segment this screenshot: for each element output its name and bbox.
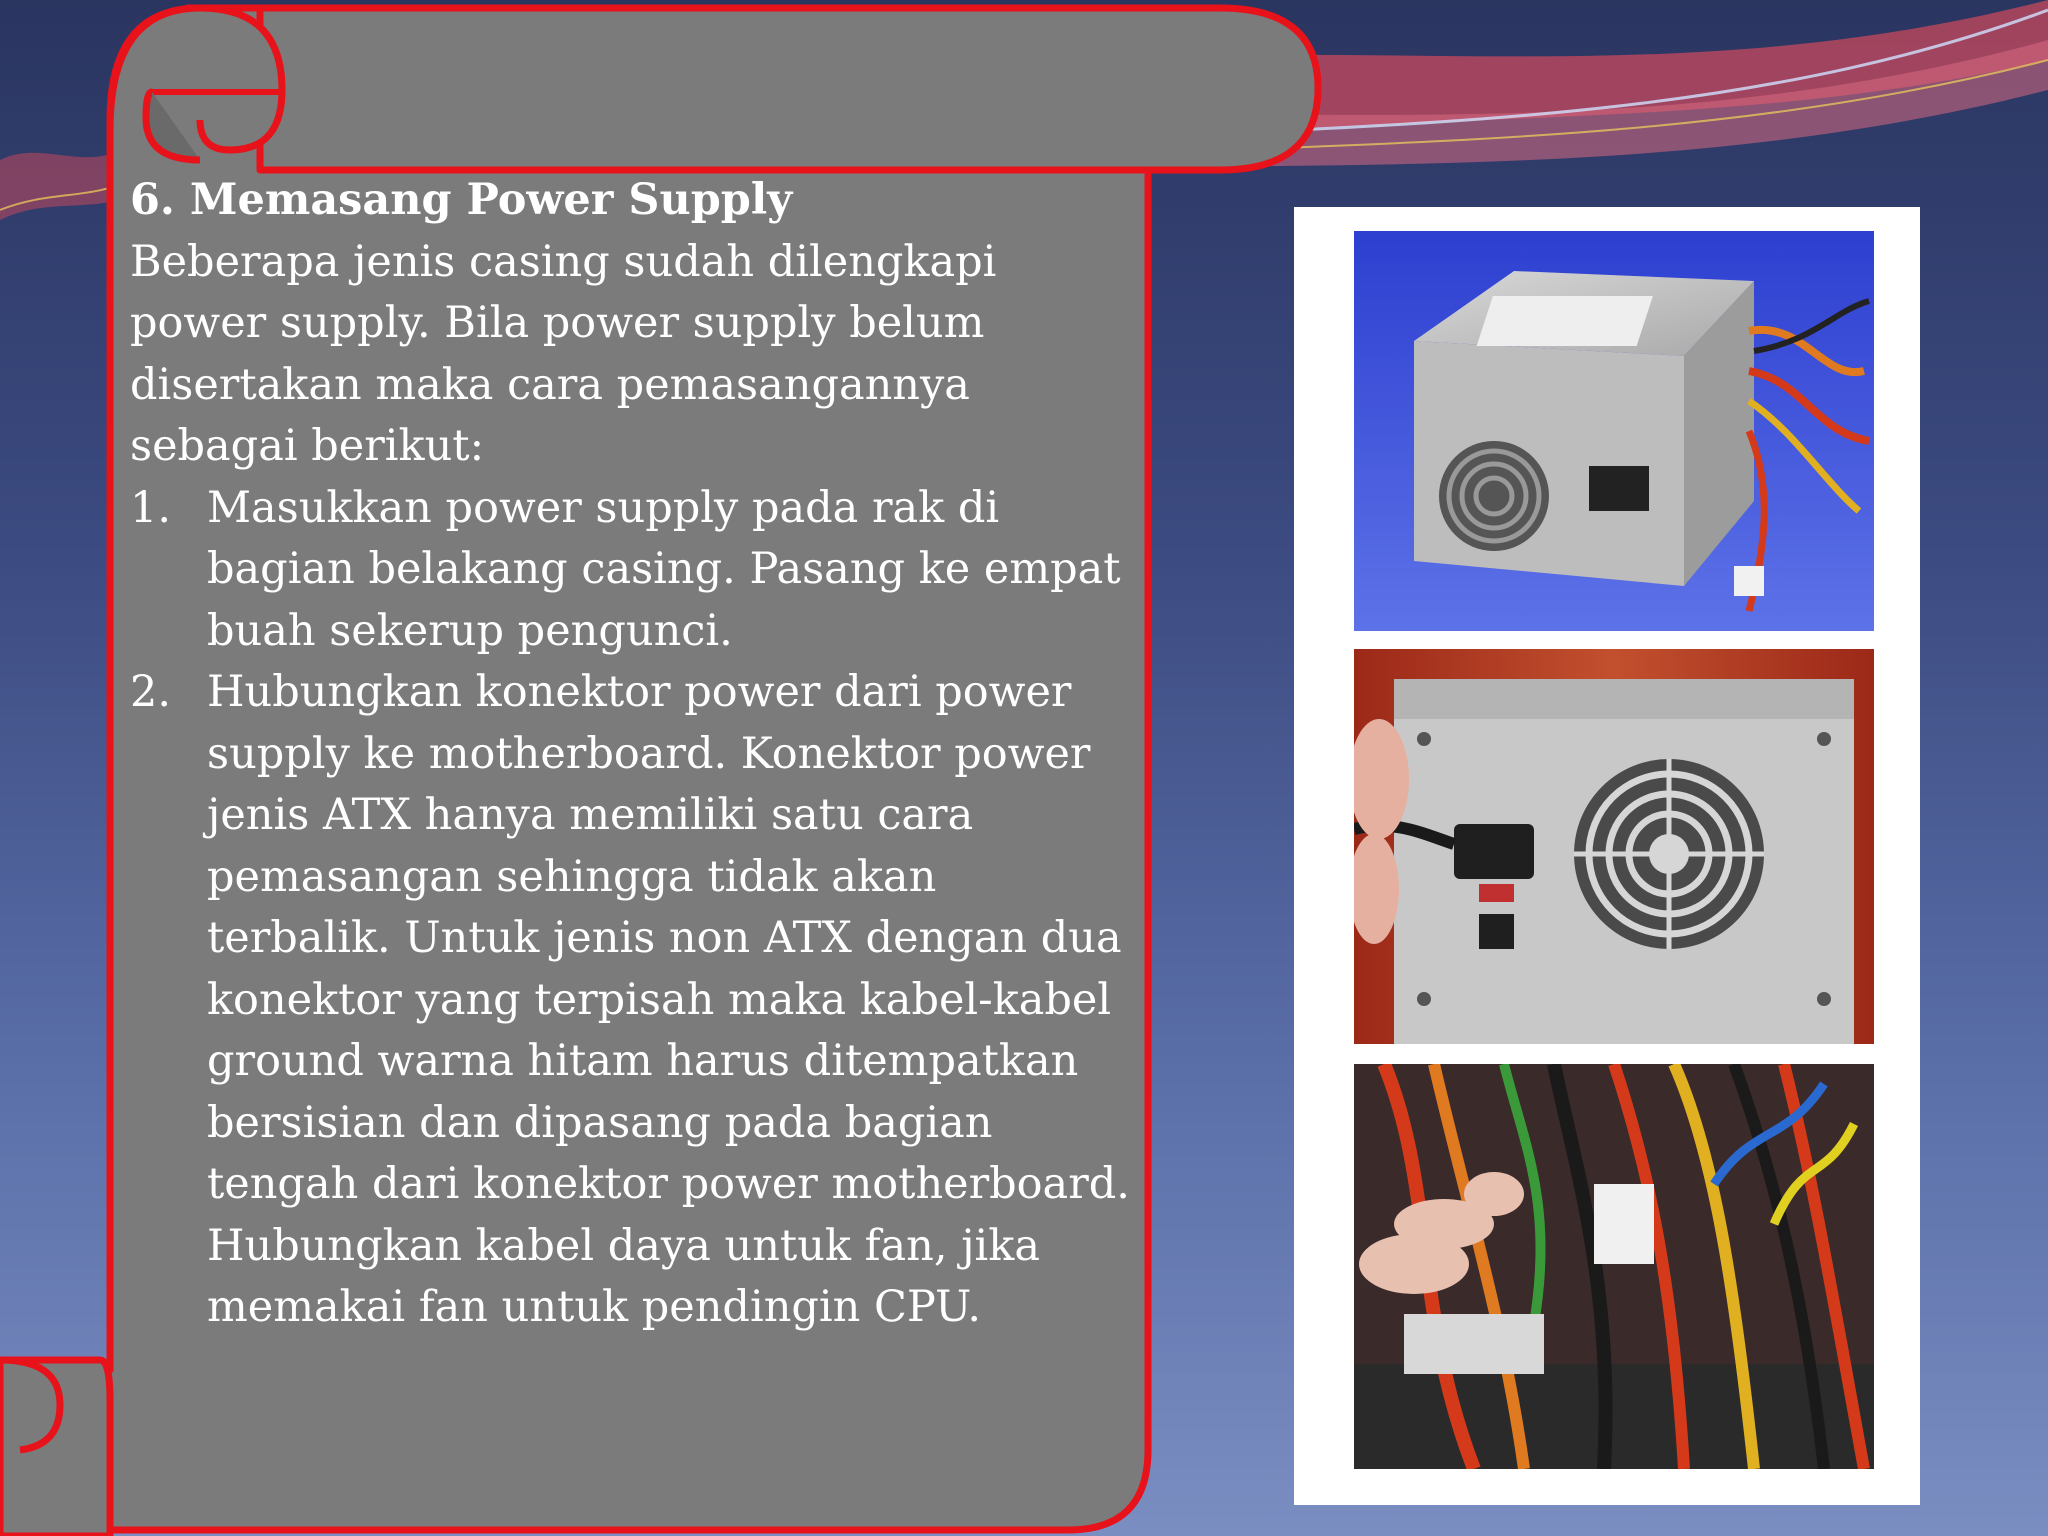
- slide-content: [130, 170, 1130, 1339]
- swoosh-left: [0, 150, 120, 220]
- step-text: Hubungkan konektor power dari power supply ke motherboard. Konektor power jenis ATX hanya memiliki satu cara pemasangan sehingga tidak akan terbalik. Untuk jenis non ATX dengan dua konektor yang terpisah maka kabel-kabel ground warna hitam harus ditempatkan bersisian dan dipasang pada bagian tengah dari konektor power motherboard. Hubungkan kabel daya untuk fan, jika memakai fan untuk pendingin CPU.: [207, 667, 1130, 1332]
- photo-power-supply-unit: [1354, 231, 1874, 631]
- photo-connector-cables: [1354, 1064, 1874, 1469]
- steps-list: [130, 478, 1130, 1339]
- step-item: [130, 662, 1130, 1339]
- step-text: Masukkan power supply pada rak di bagian belakang casing. Pasang ke empat buah sekerup pengunci.: [207, 482, 1121, 656]
- step-number: 2.: [130, 667, 172, 717]
- scroll-top-roll: [190, 8, 1318, 170]
- photo-panel: [1294, 207, 1920, 1505]
- intro-paragraph: Beberapa jenis casing sudah dilengkapi power supply. Bila power supply belum disertakan maka cara pemasangannya sebagai berikut:: [130, 236, 997, 471]
- step-item: [130, 478, 1130, 663]
- photo-power-supply-back: [1354, 649, 1874, 1044]
- step-number: 1.: [130, 482, 172, 533]
- slide-title: 6. Memasang Power Supply: [130, 175, 793, 225]
